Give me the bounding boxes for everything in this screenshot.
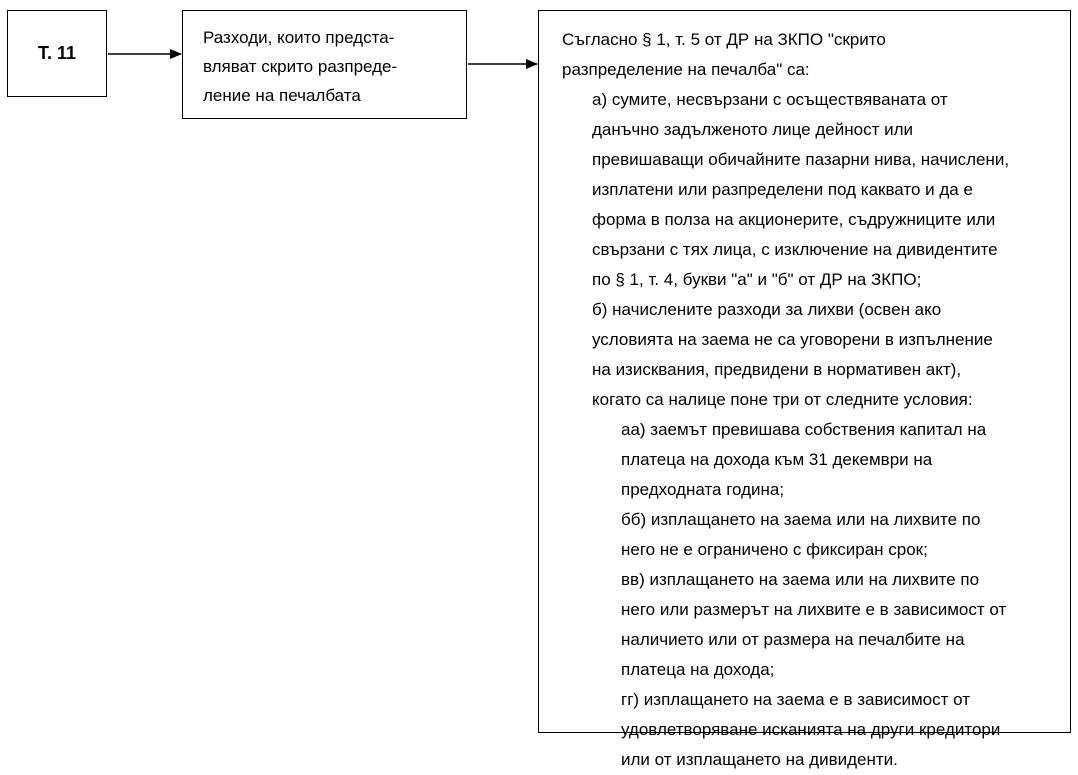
point-a-line: а) сумите, несвързани с осъществяваната от bbox=[592, 90, 948, 109]
definition-intro-line: разпределение на печалба" са: bbox=[562, 60, 810, 79]
condition-vv-line: него или размерът на лихвите е в зависимост от bbox=[621, 600, 1007, 619]
legal-definition-box bbox=[538, 10, 1071, 769]
hidden-distribution-expenses-box bbox=[182, 10, 467, 119]
condition-aa-line: предходната година; bbox=[621, 480, 785, 499]
point-a-line: превишаващи обичайните пазарни нива, начислени, bbox=[592, 150, 1010, 169]
condition-bb-line: него не е ограничено с фиксиран срок; bbox=[621, 540, 928, 559]
condition-aa-line: аа) заемът превишава собствения капитал на bbox=[621, 420, 987, 439]
item-box-t11 bbox=[7, 10, 107, 97]
point-b-line: условията на заема не са уговорени в изпълнение bbox=[592, 330, 993, 349]
point-a-line: изплатени или разпределени под каквато и да е bbox=[592, 180, 973, 199]
condition-bb-line: бб) изплащането на заема или на лихвите по bbox=[621, 510, 981, 529]
point-b-line: б) начислените разходи за лихви (освен ако bbox=[592, 300, 942, 319]
condition-vv-line: наличието или от размера на печалбите на bbox=[621, 630, 965, 649]
condition-gg-line: гг) изплащането на заема е в зависимост от bbox=[621, 690, 971, 709]
item-label: Т. 11 bbox=[38, 43, 76, 63]
point-b-line: когато са налице поне три от следните условия: bbox=[592, 390, 973, 409]
box-text-line: вляват скрито разпреде- bbox=[203, 57, 398, 76]
condition-aa-line: платеца на дохода към 31 декември на bbox=[621, 450, 933, 469]
condition-vv-line: вв) изплащането на заема или на лихвите по bbox=[621, 570, 980, 589]
condition-gg-line: удовлетворяване исканията на други кредитори bbox=[621, 720, 1001, 739]
box-text-line: Разходи, които предста- bbox=[203, 28, 395, 47]
condition-gg-line: или от изплащането на дивиденти. bbox=[621, 750, 898, 769]
definition-intro-line: Съгласно § 1, т. 5 от ДР на ЗКПО "скрито bbox=[562, 30, 886, 49]
point-a-line: данъчно задълженото лице дейност или bbox=[592, 120, 913, 139]
condition-vv-line: платеца на дохода; bbox=[621, 660, 775, 679]
point-a-line: форма в полза на акционерите, съдружниците или bbox=[592, 210, 996, 229]
point-a-line: свързани с тях лица, с изключение на дивидентите bbox=[592, 240, 998, 259]
point-b-line: на изисквания, предвидени в нормативен акт), bbox=[592, 360, 962, 379]
box-text-line: ление на печалбата bbox=[203, 86, 361, 105]
point-a-line: по § 1, т. 4, букви "а" и "б" от ДР на ЗКПО; bbox=[592, 270, 922, 289]
